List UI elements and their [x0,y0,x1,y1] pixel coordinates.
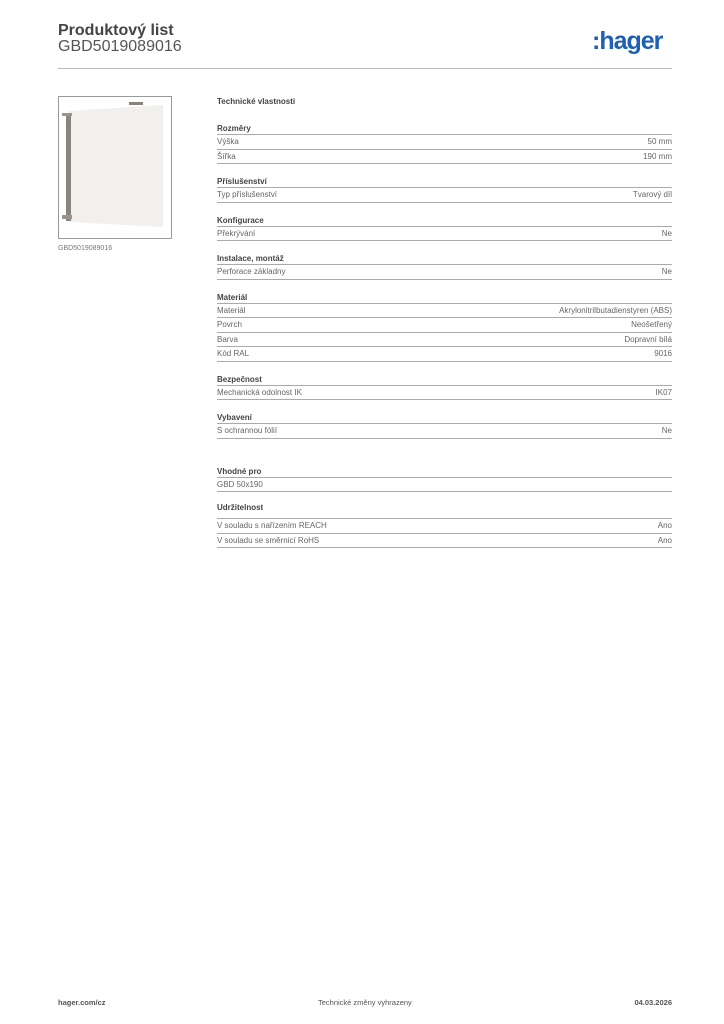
spec-value: Dopravní bílá [624,334,672,344]
spec-row [217,347,672,362]
spec-section [217,289,672,362]
spec-row [217,534,672,549]
image-caption: GBD5019089016 [58,245,113,252]
spec-row [217,424,672,439]
spec-label: Překrývání [217,228,256,238]
spec-row [217,150,672,165]
spec-row [217,318,672,333]
spec-section-title: Udržitelnost [217,501,672,519]
hager-logo: :hager [592,27,663,55]
spec-label: Povrch [217,320,242,329]
spec-section-title: Vybavení [217,409,672,424]
spec-value: 9016 [654,349,672,358]
spec-label: Výška [217,137,239,146]
spec-label: V souladu se směrnicí RoHS [217,535,320,545]
technical-properties [217,96,672,548]
spec-label: Kód RAL [217,349,250,358]
spec-value: Ne [661,267,672,276]
product-code: GBD5019089016 [58,38,182,55]
spec-label: Materiál [217,305,246,315]
spec-label: Perforace základny [217,267,286,276]
footer-website[interactable]: hager.com/cz [58,998,106,1007]
spec-label: V souladu s nařízením REACH [217,521,327,530]
footer-date: 04.03.2026 [634,998,672,1007]
spec-row [217,333,672,348]
spec-value: Ano [657,521,672,530]
spec-section [217,463,672,493]
spec-row [217,478,672,493]
spec-section [217,371,672,401]
spec-section [217,250,672,280]
spec-section-title: Instalace, montáž [217,250,672,265]
spec-label: Mechanická odolnost IK [217,387,302,397]
spec-value: Neošetřený [631,320,672,329]
page-title: Produktový list [58,22,174,39]
spec-row [217,188,672,203]
spec-section-title: Vhodné pro [217,463,672,478]
spec-section [217,409,672,439]
spec-label: S ochrannou fólií [217,426,278,435]
spec-row [217,135,672,150]
spec-value: 190 mm [643,151,672,161]
spec-section-title: Rozměry [217,120,672,135]
spec-label: GBD 50x190 [217,479,263,489]
header-divider [58,68,672,69]
spec-value: Tvarový díl [632,190,672,199]
spec-value: Akrylonitrilbutadienstyren (ABS) [559,305,672,315]
spec-section-title: Konfigurace [217,212,672,227]
product-image [58,96,172,239]
spec-row [217,519,672,534]
footer-disclaimer: Technické změny vyhrazeny [318,998,412,1007]
spec-section [217,212,672,242]
section-heading: Technické vlastnosti [217,97,296,106]
spec-section [217,120,672,164]
spec-value: Ne [661,426,672,435]
spec-label: Typ příslušenství [217,190,278,199]
spec-value: 50 mm [647,137,672,146]
spec-value: Ne [661,228,672,238]
spec-value: IK07 [655,387,672,397]
spec-label: Šířka [217,151,236,161]
spec-section [217,501,672,548]
spec-section-title: Materiál [217,289,672,304]
spec-row [217,304,672,319]
spec-row [217,386,672,401]
spec-section-title: Příslušenství [217,173,672,188]
spec-label: Barva [217,334,238,344]
spec-row [217,265,672,280]
spec-row [217,227,672,242]
spec-value: Ano [657,535,672,545]
spec-section-title: Bezpečnost [217,371,672,386]
spec-section [217,173,672,203]
